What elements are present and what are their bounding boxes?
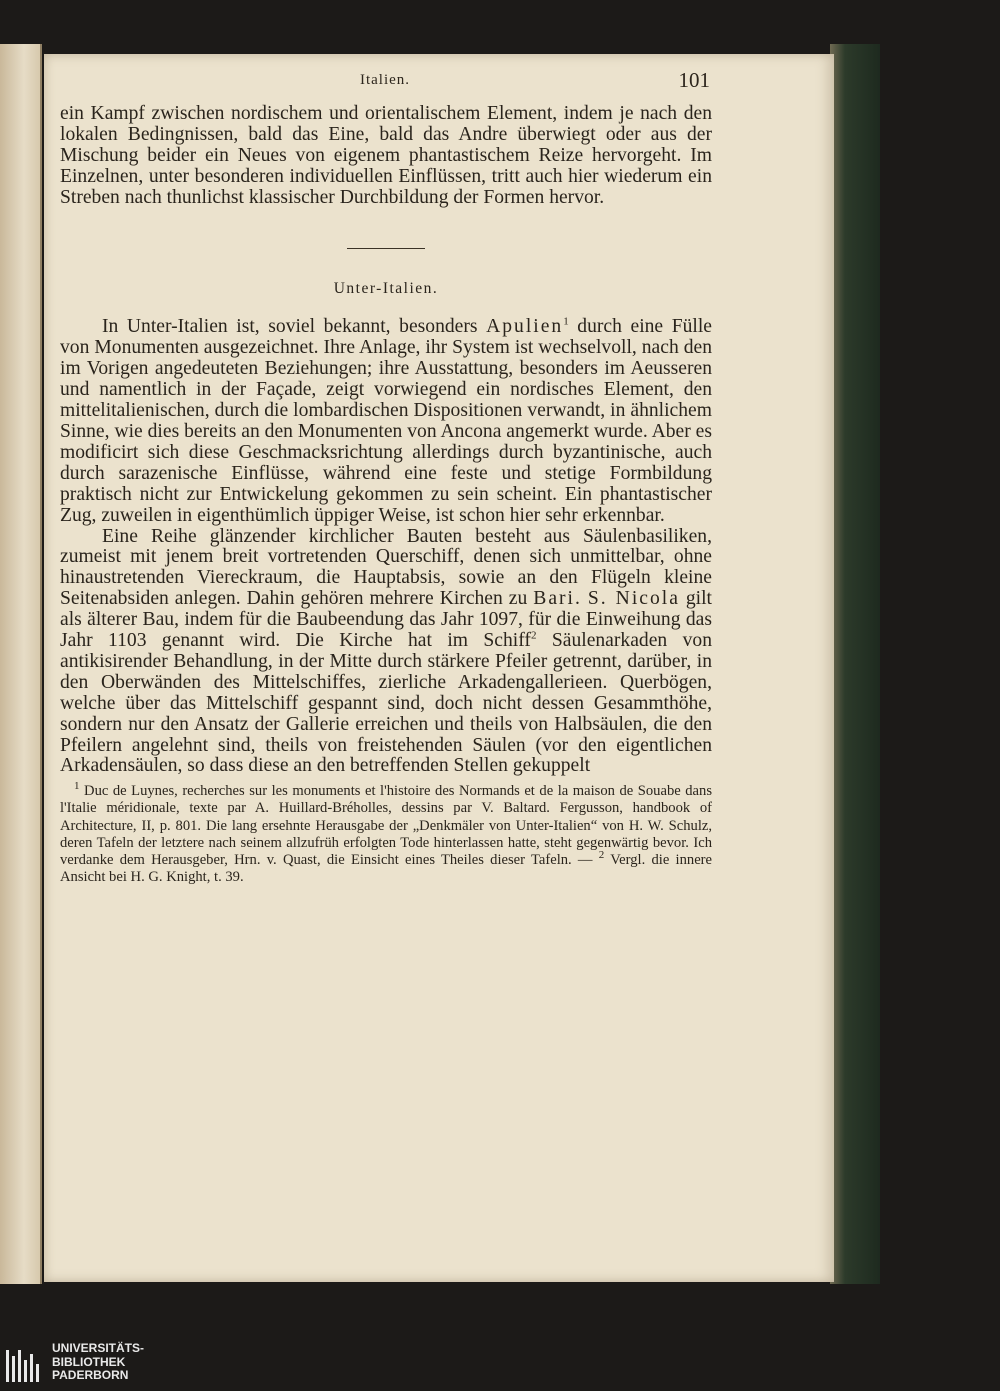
running-title: Italien.: [359, 72, 411, 88]
emphasis-apulien: Apulien: [486, 316, 564, 338]
emphasis-bari: Bari.: [533, 588, 582, 610]
paragraph-text: Säulenarkaden von antikisirender Behandlung, in der Mitte durch stärkere Pfeiler getrennt, darüber, in den Oberwänden des Mittelschiffes, zierliche Arkadengallerieen. Querbögen, welche über das Mittelschiff gespannt sind, doch nicht dessen Gesammthöhe, sondern nur den Ansatz der Gallerie erreichen und theils von Halbsäulen, die den Pfeilern angelehnt sind, theils von freistehenden Säulen (vor den eigentlichen Arkadensäulen, so dass diese an den betreffenden Stellen gekuppelt: [60, 630, 712, 777]
paragraph-text: durch eine Fülle von Monumenten ausgezeichnet. Ihre Anlage, ihr System ist wechselvoll, nach den im Vorigen angedeuteten Beziehungen; ihre Ausstattung, besonders im Aeusseren und namentlich in der Façade, zeigt vorwiegend ein nordisches Element, den mittelitalienischen, durch die lombardischen Dispositionen verwandt, in ähnlichem Sinne, wie dies bereits an den Monumenten von Ancona angemerkt wurde. Aber es modificirt sich diese Geschmacksrichtung allerdings durch byzantinische, auch durch sarazenische Einflüsse, während eine feste und stetige Formbildung praktisch nicht zur Entwickelung gekommen zu sein scheint. Ein phantastischer Zug, zuweilen in eigenthümlich üppiger Weise, ist schon hier sehr erkennbar.: [60, 316, 712, 526]
footnote-ref-2: 2: [530, 629, 537, 642]
paragraph-text: gilt als älterer Bau, indem für die Baubeendung das Jahr 1097, für die Einweihung das Jahr 1103 genannt wird. Die Kirche hat im Schiff: [60, 588, 712, 652]
footnotes: [60, 780, 713, 886]
footnote-marker-1: 1: [74, 780, 80, 793]
intro-paragraph: ein Kampf zwischen nordischem und orientalischem Element, indem je nach den lokalen Bedingnissen, bald das Eine, bald das Andre überwiegt oder aus der Mischung beider ein Neues von eigenem phantastischem Reize hervorgeht. Im Einzelnen, unter besonderen individuellen Einflüssen, tritt auch hier wiederum ein Streben nach thunlichst klassischer Durchbildung der Formen hervor.: [60, 103, 712, 208]
paragraph-text: Eine Reihe glänzender kirchlicher Bauten besteht aus Säulenbasiliken, zumeist mit jenem breit vortretenden Querschiff, denen sich unmittelbar, ohne hinaustretenden Viereckraum, die Hauptabsis, sowie an den Flügeln kleine Seitenabsiden anlegen. Dahin gehören mehrere Kirchen zu: [60, 525, 712, 610]
left-page-edge: [0, 44, 42, 1284]
book-cover-edge: [830, 44, 880, 1284]
page-header: [60, 68, 710, 92]
footnote-text-1: Duc de Luynes, recherches sur les monuments et l'histoire des Normands et de la maison de Souabe dans l'Italie méridionale, texte par A. Huillard-Bréholles, dessins par V. Baltard. Fergusson, handbook of Architecture, II, p. 801. Die lang ersehnte Herausgabe der „Denkmäler von Unter-Italien“ von H. W. Schulz, deren Tafeln der letztere nach seinem allzufrüh erfolgten Tode hinterlassen hatte, steht gegenwärtig bevor. Ich verdanke dem Herausgeber, Hrn. v. Quast, die Einsicht eines Theiles dieser Tafeln. —: [60, 783, 712, 868]
logo-line-2: BIBLIOTHEK: [52, 1354, 126, 1369]
library-logo-text: [52, 1342, 144, 1383]
logo-line-1: UNIVERSITÄTS-: [52, 1341, 145, 1355]
logo-line-3: PADERBORN: [52, 1368, 129, 1382]
paragraph-text: In Unter-Italien ist, soviel bekannt, besonders: [102, 316, 487, 338]
library-logo: [0, 1340, 200, 1391]
page-number: 101: [678, 68, 710, 92]
paragraph-bari: [60, 527, 712, 778]
footnote-text-2: Vergl. die innere Ansicht bei H. G. Knight, t. 39.: [60, 851, 713, 885]
section-divider: [347, 248, 425, 249]
footnote-marker-2: 2: [598, 848, 605, 861]
footnote-ref-1: 1: [563, 315, 569, 328]
emphasis-s-nicola: S. Nicola: [587, 588, 680, 610]
page-body: [60, 104, 712, 886]
footnote-block: [60, 780, 713, 886]
library-logo-icon: [4, 1346, 40, 1386]
section-heading: Unter-Italien.: [333, 279, 439, 297]
paragraph-apulien: [60, 317, 712, 526]
